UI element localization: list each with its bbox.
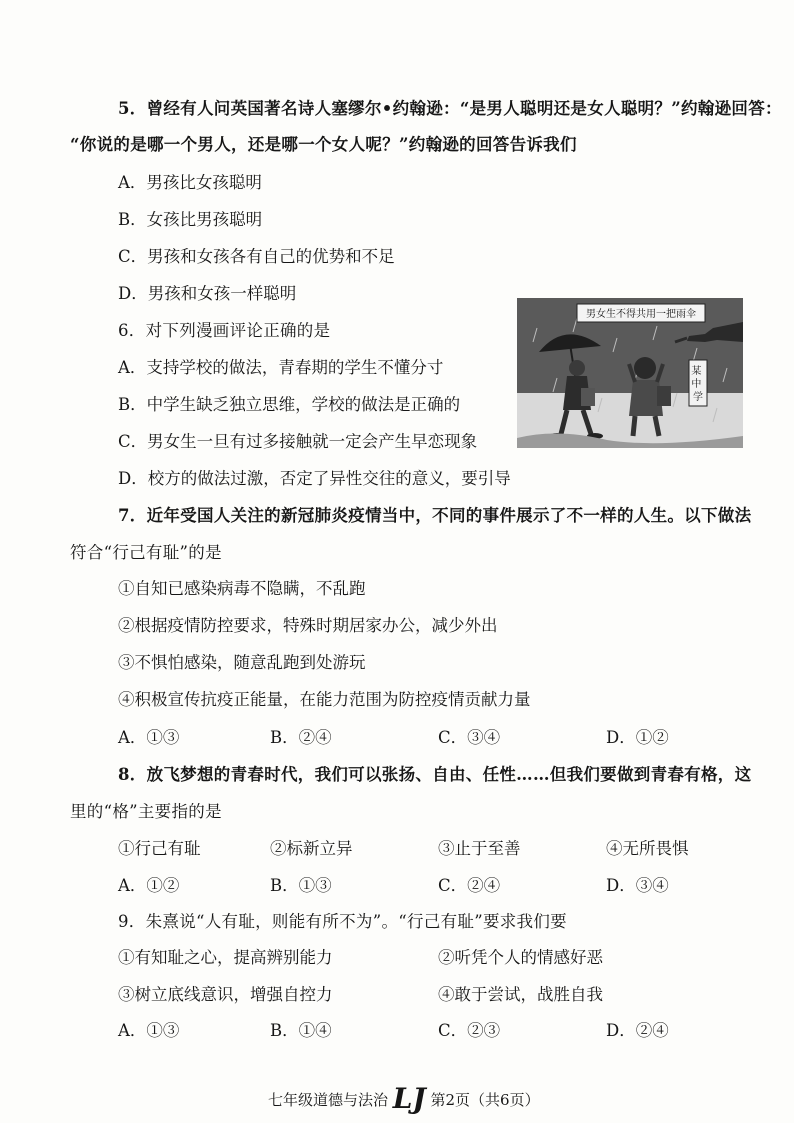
q9-option-b: B．①④ [270,1021,332,1040]
q9-item-1: ①有知耻之心，提高辨别能力 [118,948,333,967]
q7-stem-line2: 符合“行己有耻”的是 [70,543,222,562]
q9-option-d: D．②④ [606,1021,669,1040]
q8-option-a: A．①② [118,876,180,895]
q7-item-3: ③不惧怕感染，随意乱跑到处游玩 [118,653,366,672]
q7-item-4: ④积极宣传抗疫正能量，在能力范围为防控疫情贡献力量 [118,690,531,709]
cartoon-banner-text: 男女生不得共用一把雨伞 [586,309,696,320]
q9-item-2: ②听凭个人的情感好恶 [438,948,603,967]
cartoon-sign-text: 某 中 学 [691,366,703,403]
cartoon-image [517,298,743,448]
q7-option-c: C．③④ [438,728,501,747]
footer-subject: 七年级道德与法治 [268,1091,389,1109]
q9-option-a: A．①③ [118,1021,180,1040]
q5-option-a: A．男孩比女孩聪明 [118,173,262,192]
q5-stem-line2: “你说的是哪一个男人，还是哪一个女人呢？”约翰逊的回答告诉我们 [70,135,577,154]
q6-option-c: C．男女生一旦有过多接触就一定会产生早恋现象 [118,432,478,451]
q8-item-4: ④无所畏惧 [606,839,689,858]
q5-option-c: C．男孩和女孩各有自己的优势和不足 [118,247,395,266]
lj-logo: LJ [392,1082,426,1115]
q6-option-d: D．校方的做法过激，否定了异性交往的意义，要引导 [118,469,511,488]
q7-option-d: D．①② [606,728,669,747]
q9-item-4: ④敢于尝试，战胜自我 [438,985,603,1004]
q5-option-b: B．女孩比男孩聪明 [118,210,263,229]
q9-stem: 9．朱熹说“人有耻，则能有所不为”。“行己有耻”要求我们要 [118,912,567,931]
q6-option-a: A．支持学校的做法，青春期的学生不懂分寸 [118,358,444,377]
q8-item-2: ②标新立异 [270,839,353,858]
q8-option-b: B．①③ [270,876,332,895]
footer-page-number: 第2页（共6页） [430,1091,540,1109]
q8-stem-line2: 里的“格”主要指的是 [70,802,222,821]
q5-option-d: D．男孩和女孩一样聪明 [118,284,297,303]
q6-option-b: B．中学生缺乏独立思维，学校的做法是正确的 [118,395,461,414]
q8-stem-line1: 8．放飞梦想的青春时代，我们可以张扬、自由、任性……但我们要做到青春有格，这 [118,765,752,784]
q8-option-c: C．②④ [438,876,501,895]
q7-item-2: ②根据疫情防控要求，特殊时期居家办公，减少外出 [118,616,498,635]
q9-item-3: ③树立底线意识，增强自控力 [118,985,333,1004]
q8-option-d: D．③④ [606,876,669,895]
q9-option-c: C．②③ [438,1021,501,1040]
q6-stem: 6．对下列漫画评论正确的是 [118,321,331,340]
q8-item-3: ③止于至善 [438,839,521,858]
q5-stem-line1: 5．曾经有人问英国著名诗人塞缪尔•约翰逊：“是男人聪明还是女人聪明？”约翰逊回答： [118,99,782,118]
page-footer [268,1082,540,1115]
q7-option-a: A．①③ [118,728,180,747]
q7-stem-line1: 7．近年受国人关注的新冠肺炎疫情当中，不同的事件展示了不一样的人生。以下做法 [118,506,752,525]
q7-item-1: ①自知已感染病毒不隐瞒，不乱跑 [118,579,366,598]
q7-option-b: B．②④ [270,728,332,747]
q8-item-1: ①行己有耻 [118,839,201,858]
